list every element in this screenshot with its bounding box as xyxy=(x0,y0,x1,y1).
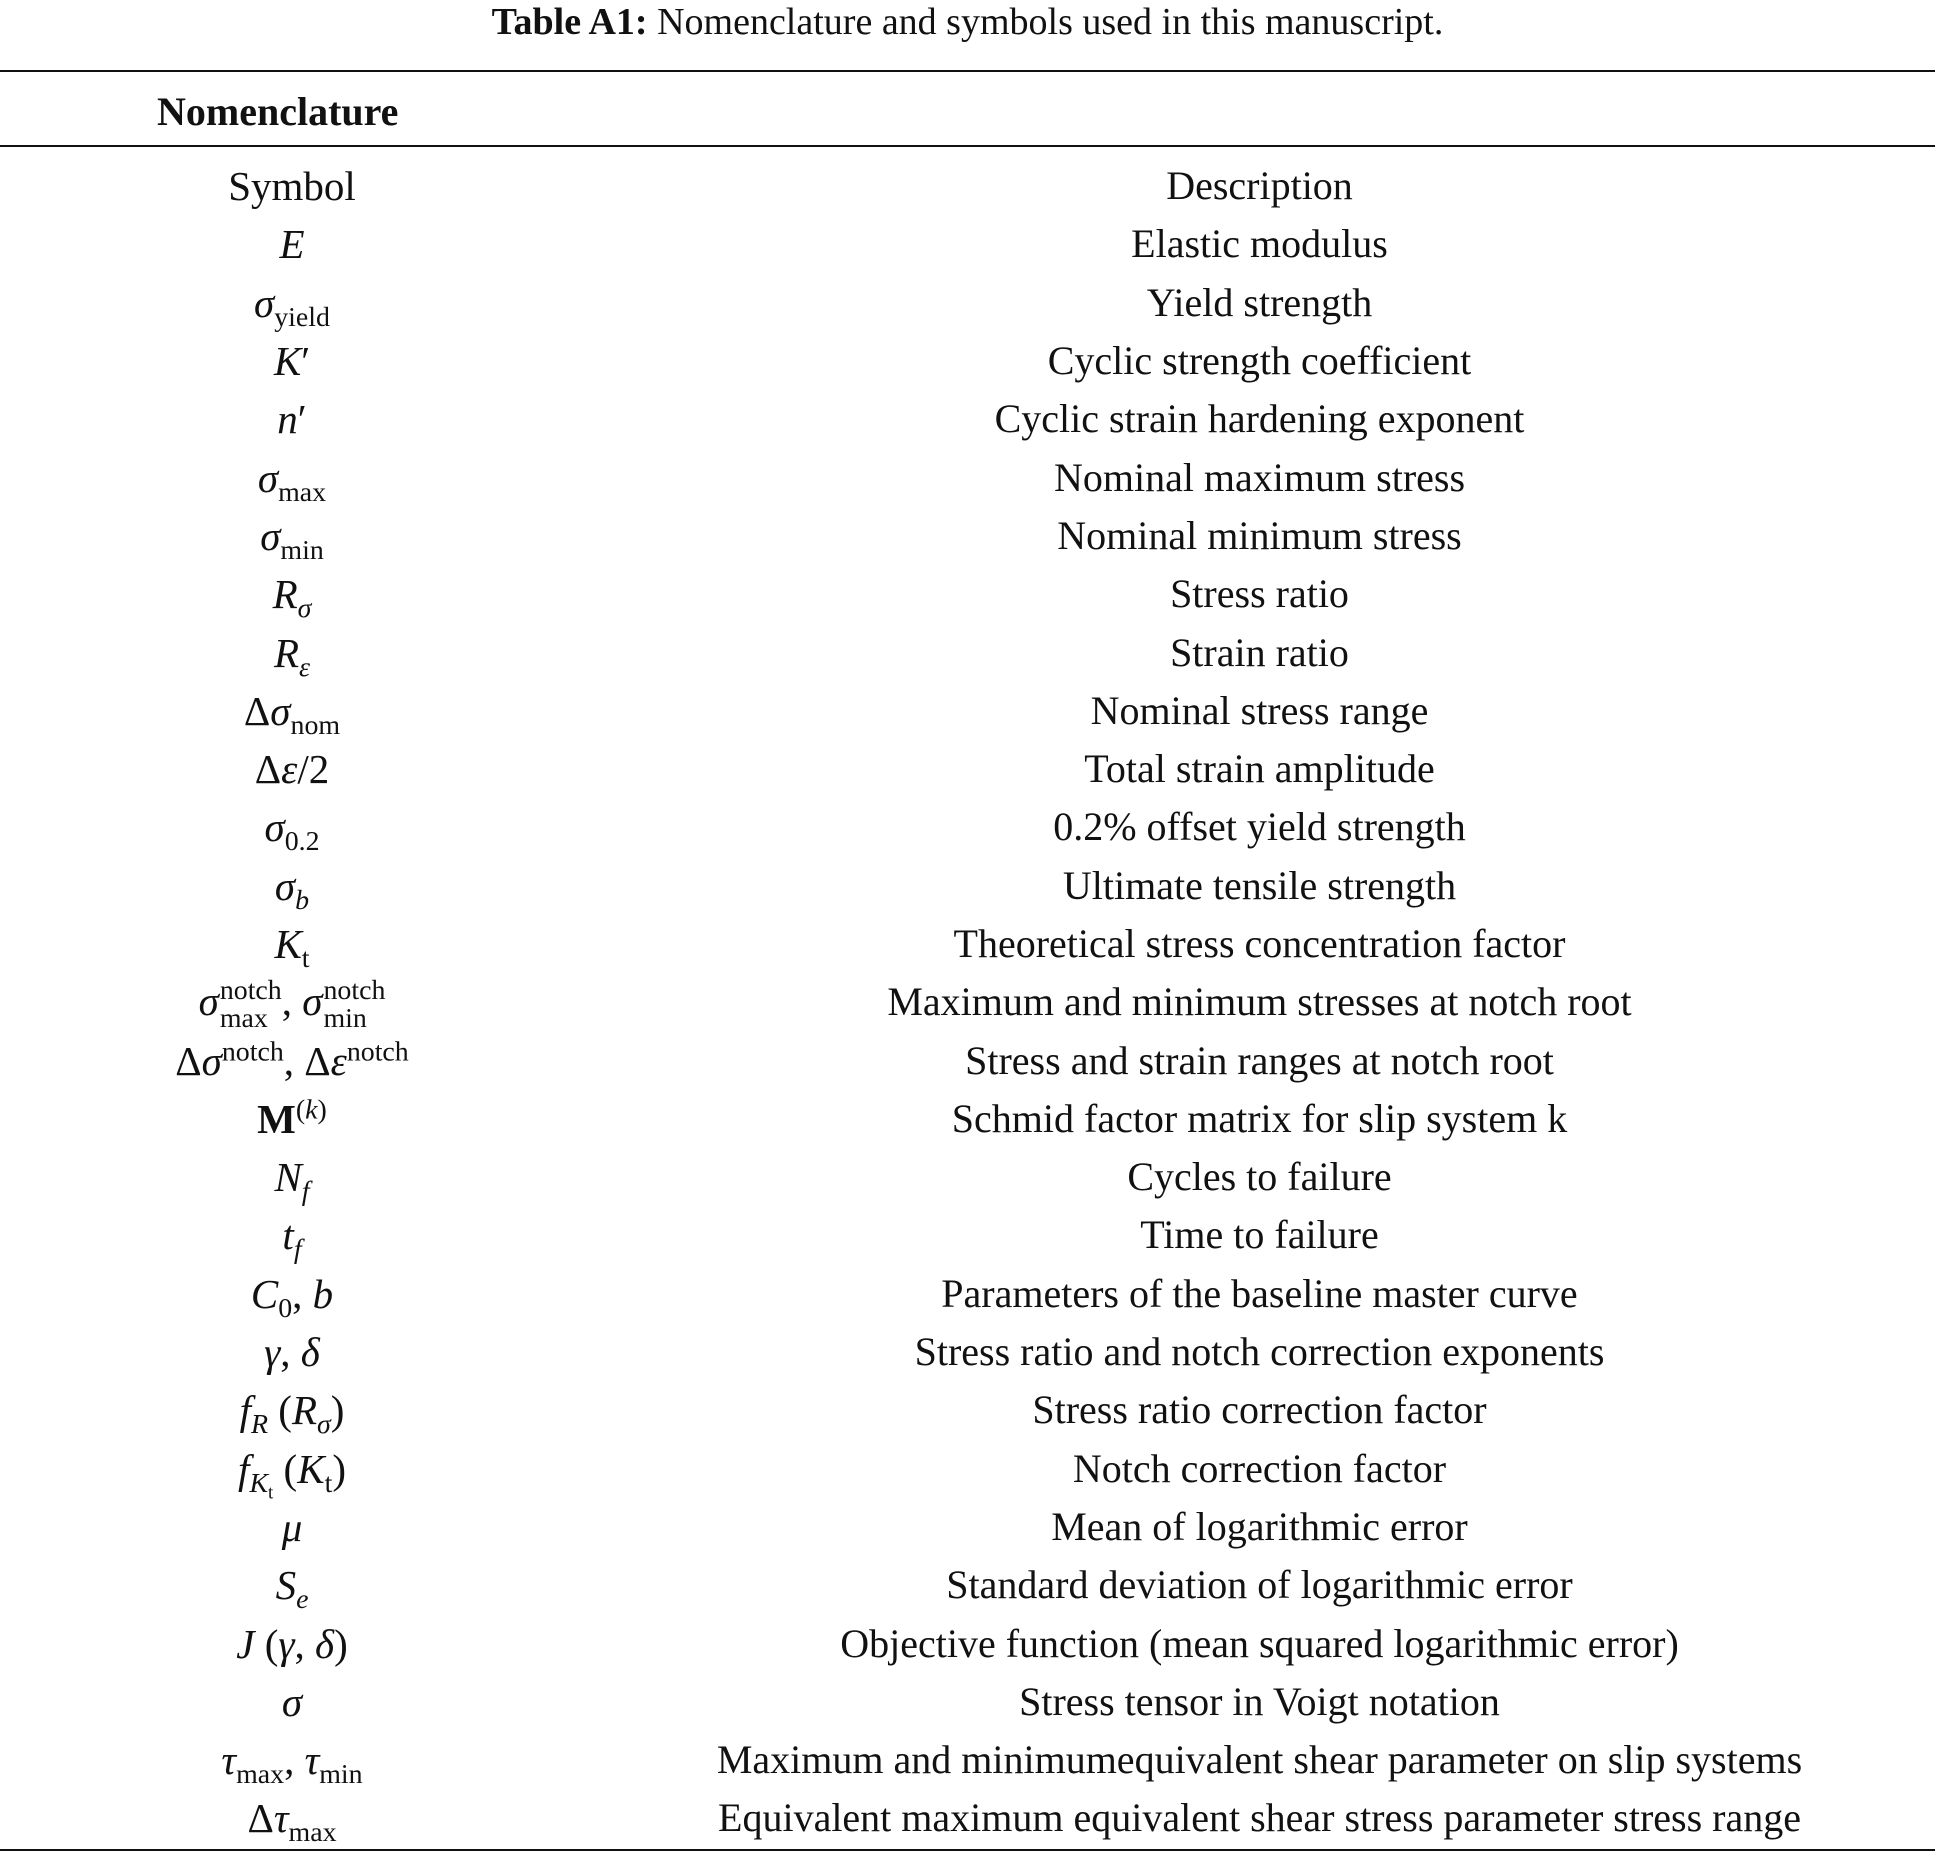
description-cell: Nominal maximum stress xyxy=(1053,454,1466,500)
symbol-cell: $f_{K_t}$ $(K_t)$ xyxy=(238,1445,346,1504)
table-row xyxy=(0,1323,1935,1381)
table-row xyxy=(0,798,1935,856)
symbol-cell: $t_f$ xyxy=(282,1212,302,1266)
table-row xyxy=(0,857,1935,915)
table-row xyxy=(0,973,1935,1035)
description-cell: Objective function (mean squared logarithmic error) xyxy=(840,1620,1679,1666)
table-row xyxy=(0,1381,1935,1439)
table-row xyxy=(0,1031,1935,1089)
description-cell: Stress and strain ranges at notch root xyxy=(965,1037,1554,1083)
table-row xyxy=(0,1673,1935,1731)
description-cell: Time to failure xyxy=(1140,1212,1379,1258)
description-cell: Cyclic strain hardening exponent xyxy=(994,396,1525,442)
bottom-rule xyxy=(0,1849,1935,1851)
table-row xyxy=(0,390,1935,448)
description-cell: Stress ratio and notch correction exponents xyxy=(914,1329,1605,1375)
description-cell: Standard deviation of logarithmic error xyxy=(946,1562,1573,1608)
description-cell: Strain ratio xyxy=(1170,629,1349,675)
symbol-cell: $\Delta\sigma_{nom}$ xyxy=(243,687,341,741)
symbol-cell: J (γ, δ) xyxy=(236,1620,348,1667)
symbol-cell: n′ xyxy=(277,396,307,443)
symbol-cell: K′ xyxy=(273,338,311,385)
table-row xyxy=(0,1556,1935,1614)
table-row xyxy=(0,740,1935,798)
table-row xyxy=(0,1206,1935,1264)
description-cell: Elastic modulus xyxy=(1131,221,1388,267)
symbol-cell: $\Delta\tau_{max}$ xyxy=(247,1795,337,1849)
symbol-cell: $f_R$ $(R_\sigma)$ xyxy=(239,1387,345,1441)
table-row xyxy=(0,1731,1935,1789)
symbol-cell: Δε/2 xyxy=(254,746,330,793)
description-cell: Theoretical stress concentration factor xyxy=(953,921,1566,966)
description-cell: Yield strength xyxy=(1146,279,1373,325)
symbol-cell: $\sigma_{yield}$ xyxy=(254,279,330,333)
symbol-cell: $K_t$ xyxy=(274,921,310,975)
symbol-cell: $S_e$ xyxy=(275,1562,309,1616)
symbol-cell: $\sigma_{min}$ xyxy=(260,512,324,567)
symbol-cell: $\tau_{max}$, $\tau_{min}$ xyxy=(221,1737,363,1791)
symbol-cell: E xyxy=(279,221,305,268)
table-caption xyxy=(0,0,1935,44)
symbol-cell: $N_f$ xyxy=(274,1154,310,1208)
symbol-cell: $R_\sigma$ xyxy=(272,571,312,625)
symbol-cell: γ, δ xyxy=(264,1329,320,1376)
symbol-cell: $M^{(k)}$ xyxy=(257,1094,327,1142)
table-row xyxy=(0,1148,1935,1206)
description-cell: Parameters of the baseline master curve xyxy=(941,1270,1578,1316)
description-cell: Ultimate tensile strength xyxy=(1062,862,1457,908)
table-row xyxy=(0,682,1935,740)
table-row xyxy=(0,1440,1935,1504)
symbol-cell: $R_\varepsilon$ xyxy=(273,629,311,683)
description-column-header: Description xyxy=(1166,163,1353,209)
symbol-cell: μ xyxy=(281,1503,303,1550)
description-cell: Cyclic strength coefficient xyxy=(1047,338,1472,384)
table-row xyxy=(0,1614,1935,1672)
symbol-cell: σ xyxy=(281,1678,303,1725)
table-row xyxy=(0,1498,1935,1556)
description-cell: Maximum and minimum stresses at notch root xyxy=(887,979,1632,1025)
symbol-cell: $\sigma_{0.2}$ xyxy=(264,804,320,858)
description-cell: Total strain amplitude xyxy=(1084,746,1435,792)
table-header-row xyxy=(0,157,1935,215)
symbol-cell: $\Delta\sigma^{notch}$, $\Delta\varepsilon^{notch}$ xyxy=(175,1035,409,1084)
nomenclature-table xyxy=(0,157,1935,1848)
description-cell: Notch correction factor xyxy=(1072,1445,1447,1491)
table-row xyxy=(0,448,1935,506)
description-cell: Nominal stress range xyxy=(1090,687,1429,733)
description-cell: Maximum and minimumequivalent shear parameter on slip systems xyxy=(716,1737,1803,1783)
description-cell: 0.2% offset yield strength xyxy=(1053,804,1466,850)
caption-label: Table A1: xyxy=(491,1,648,43)
table-row xyxy=(0,1265,1935,1323)
symbol-cell: $C_0$, b xyxy=(250,1270,334,1324)
description-cell: Cycles to failure xyxy=(1127,1154,1392,1200)
symbol-cell: $\sigma_{max}$ xyxy=(257,454,327,508)
description-cell: Stress ratio xyxy=(1170,571,1349,617)
table-row xyxy=(0,507,1935,565)
top-rule xyxy=(0,70,1935,72)
table-row xyxy=(0,1090,1935,1148)
nomenclature-heading: Nomenclature xyxy=(157,89,399,134)
table-row xyxy=(0,915,1935,973)
heading-rule xyxy=(0,145,1935,147)
table-row xyxy=(0,565,1935,623)
caption-text: Nomenclature and symbols used in this manuscript. xyxy=(647,1,1444,43)
description-cell: Stress ratio correction factor xyxy=(1032,1387,1487,1433)
description-cell: Schmid factor matrix for slip system k xyxy=(951,1095,1568,1141)
table-row xyxy=(0,215,1935,273)
table-row xyxy=(0,623,1935,681)
description-cell: Mean of logarithmic error xyxy=(1051,1503,1468,1549)
description-cell: Stress tensor in Voigt notation xyxy=(1019,1678,1500,1724)
table-row xyxy=(0,1789,1935,1847)
symbol-cell: σ notch max , σ notch min xyxy=(198,975,386,1035)
table-row xyxy=(0,332,1935,390)
description-cell: Equivalent maximum equivalent shear stress parameter stress range xyxy=(718,1795,1801,1841)
description-cell: Nominal minimum stress xyxy=(1057,512,1462,558)
symbol-column-header: Symbol xyxy=(228,163,356,210)
table-row xyxy=(0,274,1935,332)
symbol-cell: $\sigma_b$ xyxy=(274,862,310,916)
